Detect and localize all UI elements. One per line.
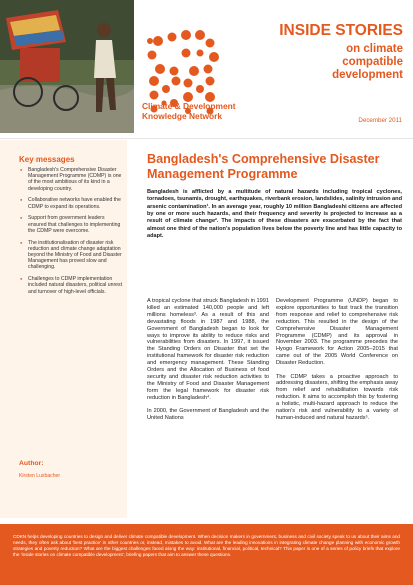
key-message-item: ● Bangladesh's Comprehensive Disaster Management Programme (CDMP) is one of the most ambitious of its kind in a developing country. [20,167,124,192]
network-name-line1: Climate & Development [142,101,236,111]
header-divider [0,138,413,139]
publication-date: December 2011 [358,117,402,124]
series-subtitle-line2: compatible [342,56,403,68]
key-message-item: ● The institutionalisation of disaster risk reduction and climate change adaptation beyond the Ministry of Food and Disaster Management has proved slow and challenging. [20,240,124,271]
key-message-item: ● Support from government leaders ensured that challenges to implementing the CDMP were overcome. [20,215,124,234]
series-heading [233,22,403,82]
article-column-right [276,298,398,428]
article-paragraph: In 2000, the Government of Bangladesh and the United Nations [147,408,269,421]
author-name: Kirsten Luxbacher [19,473,61,479]
key-messages-list [20,167,124,300]
network-name-line2: Knowledge Network [142,111,223,121]
footer-text: CDKN helps developing countries to design and deliver climate compatible development. When decision makers in government, business and civil society speak to us about their aims and needs, they often ask about 'best practice' in other countries or, instead, mistakes to avoid. What are the leading innovations in integrating climate change planning with economic growth strategies and poverty reduction? What are the biggest challenges faced along the way: institutional, financial, political, technical? This paper is one of a series of policy briefs that explore the 'inside stories on climate compatible development', briefing papers that aim to answer these questions. [13,534,400,557]
series-subtitle-line3: development [332,69,403,81]
article-lead: Bangladesh is afflicted by a multitude of natural hazards including tropical cyclones, tornadoes, tsunamis, drought, earthquakes, riverbank erosion, landslides, salinity intrusion and arsenic contamination¹. In an average year, roughly 10 million Bangladeshi citizens are affected by one or more such hazards, and their frequency and severity is projected to increase as a result of climate change². The impacts of these disasters are exacerbated by the fact that almost one third of the nation's population lives below the poverty line and has little capacity to adapt. [147,189,402,240]
article-paragraph: Development Programme (UNDP) began to explore opportunities to fast track the transition from response and relief to comprehensive risk reduction. This resulted in the design of the Comprehensive Disaster Management Programme (CDMP) and its approval in November 2003. The programme precedes the Hyogo Framework for Action 2005–2015 that came out of the 2005 World Conference on Disaster Reduction. [276,298,398,367]
footer-banner [0,524,413,585]
network-name [142,101,257,121]
series-subtitle-line1: on climate [346,43,403,55]
author-label: Author: [19,460,44,467]
article-paragraph: A tropical cyclone that struck Bangladesh in 1991 killed an estimated 140,000 people and left millions homeless³. As a result of this and devastating floods in 1987 and 1988, the Government of Bangladesh began to look for ways to improve its ability to reduce risks and vulnerabilities from disasters. In 1997, it issued the Standing Orders on Disaster that set the institutional framework for disaster risk reduction and emergency management. These Standing Orders and the Allocation of Business of food security and disaster risk reduction activities to the Ministry of Food and Disaster Management form the legal framework for disaster risk reduction in Bangladesh⁴. [147,298,269,401]
key-message-item: ● Collaborative networks have enabled the CDMP to expand its operations. [20,197,124,209]
key-messages-title: Key messages [19,155,75,164]
cover-photo-illustration [0,0,134,133]
key-message-item: ● Challenges to CDMP implementation included natural disasters, political unrest and turnover of high-level officials. [20,276,124,295]
article-column-left [147,298,269,428]
article-paragraph: The CDMP takes a proactive approach to addressing disasters, shifting the emphasis away from relief and rehabilitation towards risk reduction. It aims to accomplish this by fostering a holistic, multi-hazard approach to reduce the nation's risk and vulnerability to a variety of human-induced and natural hazards⁵. [276,373,398,421]
cover-photo [0,0,134,133]
article-title: Bangladesh's Comprehensive Disaster Management Programme [147,152,380,181]
series-title: INSIDE STORIES [279,22,403,39]
